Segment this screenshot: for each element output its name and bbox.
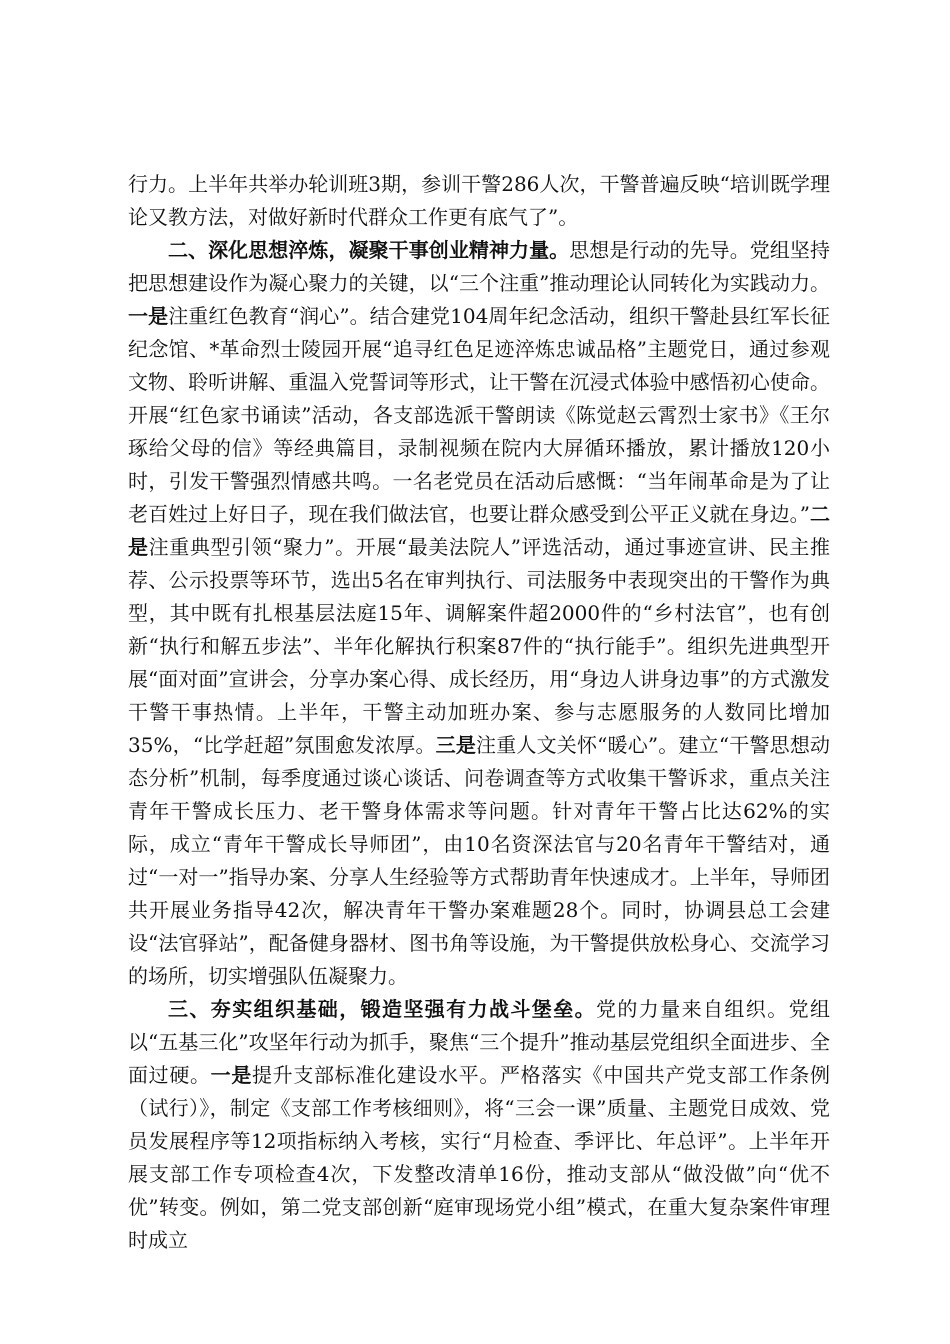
paragraph-2-text: 注重人文关怀“暖心”。建立“干警思想动态分析”机制，每季度通过谈心谈话、问卷调查等方式收集干警诉求，重点关注青年干警成长压力、老干警身体需求等问题。针对青年干警占比达62%的实际，成立“青年干警成长导师团”，由10名资深法官与20名青年干警结对，通过“一对一”指导办案、分享人生经验等方式帮助青年快速成才。上半年，导师团共开展业务指导42次，解决青年干警办案难题28个。同时，协调县总工会建设“法官驿站”，配备健身器材、图书角等设施，为干警提供放松身心、交流学习的场所，切实增强队伍凝聚力。 [128,733,830,988]
paragraph-2-text: 思想是行动的先导。党组坚持把思想建设作为凝心聚力的关键，以“三个注重”推动理论认同转化为实践动力。 [128,238,830,295]
point-marker: 二是 [128,502,831,559]
point-marker: 三是 [435,733,477,757]
paragraph-2-text: 注重典型引领“聚力”。开展“最美法院人”评选活动，通过事迹宣讲、民主推荐、公示投票等环节，选出5名在审判执行、司法服务中表现突出的干警作为典型，其中既有扎根基层法庭15年、调解案件超2000件的“乡村法官”，也有创新“执行和解五步法”、半年化解执行积案87件的“执行能手”。组织先进典型开展“面对面”宣讲会，分享办案心得、成长经历，用“身边人讲身边事”的方式激发干警干事热情。上半年，干警主动加班办案、参与志愿服务的人数同比增加35%，“比学赶超”氛围愈发浓厚。 [128,535,830,757]
paragraph-2-text: 注重红色教育“润心”。结合建党104周年纪念活动，组织干警赴县红军长征纪念馆、*革命烈士陵园开展“追寻红色足迹淬炼忠诚品格”主题党日，通过参观文物、聆听讲解、重温入党誓词等形式，让干警在沉浸式体验中感悟初心使命。开展“红色家书诵读”活动，各支部选派干警朗读《陈觉赵云霄烈士家书》《王尔琢给父母的信》等经典篇目，录制视频在院内大屏循环播放，累计播放120小时，引发干警强烈情感共鸣。一名老党员在活动后感慨：“当年闹革命是为了让老百姓过上好日子，现在我们做法官，也要让群众感受到公平正义就在身边。” [128,304,831,526]
section-heading-2: 二、深化思想淬炼，凝聚干事创业精神力量。 [168,238,570,262]
point-marker: 一是 [210,1063,253,1087]
paragraph-1-text: 行力。上半年共举办轮训班3期，参训干警286人次，干警普遍反映“培训既学理论又教方法，对做好新时代群众工作更有底气了”。 [128,172,830,229]
paragraph-3-text: 党的力量来自组织。党组以“五基三化”攻坚年行动为抓手，聚焦“三个提升”推动基层党组织全面进步、全面过硬。 [128,997,830,1087]
document-body [128,168,830,1257]
paragraph-3-text: 提升支部标准化建设水平。严格落实《中国共产党支部工作条例（试行）》，制定《支部工作考核细则》，将“三会一课”质量、主题党日成效、党员发展程序等12项指标纳入考核，实行“月检查、季评比、年总评”。上半年开展支部工作专项检查4次，下发整改清单16份，推动支部从“做没做”向“优不优”转变。例如，第二党支部创新“庭审现场党小组”模式，在重大复杂案件审理时成立 [128,1063,831,1252]
paragraph-3 [128,993,830,1257]
section-heading-3: 三、夯实组织基础，锻造坚强有力战斗堡垒。 [168,997,596,1021]
paragraph-2 [128,234,830,993]
paragraph-1 [128,168,830,234]
point-marker: 一是 [128,304,169,328]
